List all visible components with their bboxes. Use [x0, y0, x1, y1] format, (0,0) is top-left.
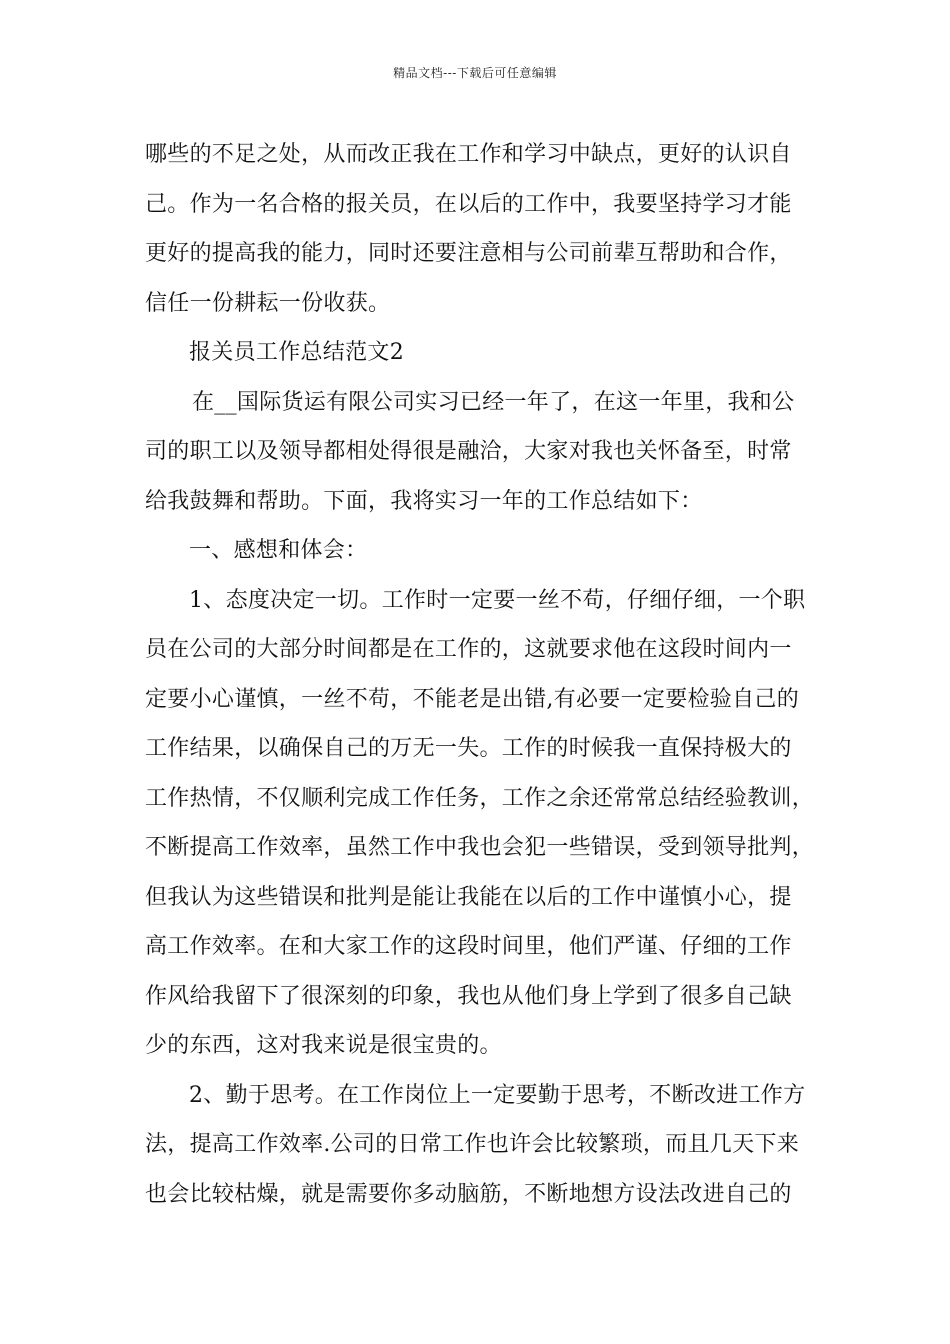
text-line: 更好的提高我的能力，同时还要注意相与公司前辈互帮助和合作，	[145, 241, 792, 266]
section-heading: 报关员工作总结范文2	[189, 340, 404, 365]
text-line: 工作结果，以确保自己的万无一失。工作的时候我一直保持极大的	[145, 736, 792, 761]
text-line: 法，提高工作效率.公司的日常工作也许会比较繁琐，而且几天下来	[145, 1132, 799, 1157]
text-line: 己。作为一名合格的报关员，在以后的工作中，我要坚持学习才能	[145, 191, 792, 217]
page-header: 精品文档---下载后可任意编辑	[393, 66, 557, 80]
text-line: 员在公司的大部分时间都是在工作的，这就要求他在这段时间内一	[145, 637, 792, 662]
document-body	[145, 130, 815, 1219]
text-line: 工作热情，不仅顺利完成工作任务，工作之余还常常总结经验教训，	[145, 785, 815, 811]
subsection-heading: 一、感想和体会：	[189, 538, 368, 563]
text-line: 定要小心谨慎，一丝不苟，不能老是出错,有必要一定要检验自己的	[145, 686, 799, 712]
text-line: 作风给我留下了很深刻的印象，我也从他们身上学到了很多自己缺	[145, 983, 792, 1009]
text-line: 司的职工以及领导都相处得很是融洽，大家对我也关怀备至，时常	[145, 439, 792, 464]
text-line: 高工作效率。在和大家工作的这段时间里，他们严谨、仔细的工作	[145, 934, 792, 959]
text-line: 给我鼓舞和帮助。下面，我将实习一年的工作总结如下：	[145, 488, 703, 514]
text-line: 不断提高工作效率，虽然工作中我也会犯一些错误，受到领导批判，	[145, 835, 815, 860]
text-line: 也会比较枯燥，就是需要你多动脑筋，不断地想方设法改进自己的	[145, 1181, 792, 1207]
text-line: 信任一份耕耘一份收获。	[145, 290, 391, 316]
text-line: 哪些的不足之处，从而改正我在工作和学习中缺点，更好的认识自	[145, 142, 792, 167]
text-line: 2、勤于思考。在工作岗位上一定要勤于思考，不断改进工作方	[189, 1082, 806, 1108]
text-line: 1、态度决定一切。工作时一定要一丝不苟，仔细仔细，一个职	[189, 587, 806, 613]
text-line: 少的东西，这对我来说是很宝贵的。	[145, 1033, 502, 1058]
text-line: 但我认为这些错误和批判是能让我能在以后的工作中谨慎小心，提	[145, 884, 792, 910]
text-line: 在__国际货运有限公司实习已经一年了，在这一年里，我和公	[192, 389, 795, 415]
